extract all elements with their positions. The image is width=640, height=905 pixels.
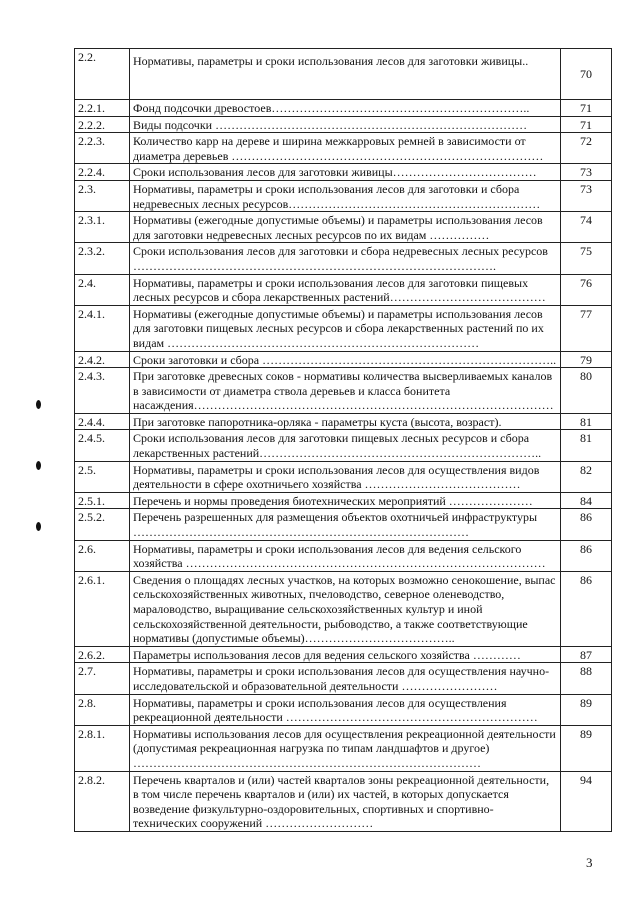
toc-section-number: 2.3.2. [75, 243, 130, 274]
toc-section-title: Нормативы, параметры и сроки использования лесов для заготовки пищевых лесных ресурсов и сбора лекарственных растений………………………………… [130, 274, 561, 305]
margin-bullet-mark [36, 522, 41, 531]
toc-section-title: Нормативы, параметры и сроки использования лесов для осуществления рекреационной деятельности ……………………………………………………… [130, 694, 561, 725]
toc-section-number: 2.4. [75, 274, 130, 305]
margin-bullet-mark [36, 400, 41, 409]
toc-row [75, 133, 612, 164]
toc-section-title: Сроки использования лесов для заготовки живицы……………………………… [130, 164, 561, 181]
toc-page-number: 79 [561, 351, 612, 368]
toc-row [75, 164, 612, 181]
toc-page-number: 94 [561, 771, 612, 831]
toc-row [75, 492, 612, 509]
margin-bullet-mark [36, 461, 41, 470]
toc-page-number: 77 [561, 305, 612, 351]
toc-page-number: 86 [561, 571, 612, 646]
toc-section-number: 2.8. [75, 694, 130, 725]
toc-row [75, 694, 612, 725]
toc-section-number: 2.3. [75, 180, 130, 211]
toc-row [75, 461, 612, 492]
toc-page-number: 81 [561, 430, 612, 461]
toc-section-number: 2.7. [75, 663, 130, 694]
toc-page-number: 84 [561, 492, 612, 509]
toc-page-number: 81 [561, 413, 612, 430]
toc-section-title: При заготовке древесных соков - нормативы количества высверливаемых каналов в зависимости от диаметра ствола деревьев и класса бонитета насаждения……………………………………………………………………………… [130, 368, 561, 414]
toc-section-number: 2.5.2. [75, 509, 130, 540]
toc-row [75, 540, 612, 571]
toc-row [75, 243, 612, 274]
toc-section-title: Сроки использования лесов для заготовки и сбора недревесных лесных ресурсов ………………………………………………………………………………. [130, 243, 561, 274]
toc-section-title: Нормативы, параметры и сроки использования лесов для заготовки живицы.. [130, 49, 561, 100]
toc-row [75, 663, 612, 694]
toc-section-number: 2.2. [75, 49, 130, 100]
toc-row [75, 180, 612, 211]
toc-section-number: 2.6.1. [75, 571, 130, 646]
page-number: 3 [586, 855, 593, 870]
toc-page-number: 73 [561, 164, 612, 181]
toc-row [75, 368, 612, 414]
toc-section-title: Сроки использования лесов для заготовки пищевых лесных ресурсов и сбора лекарственных растений…………………………………………………………….. [130, 430, 561, 461]
toc-section-number: 2.4.3. [75, 368, 130, 414]
toc-page-number: 75 [561, 243, 612, 274]
toc-section-number: 2.5.1. [75, 492, 130, 509]
toc-section-number: 2.4.1. [75, 305, 130, 351]
toc-page-number: 86 [561, 540, 612, 571]
toc-page-number: 73 [561, 180, 612, 211]
toc-page-number: 88 [561, 663, 612, 694]
toc-row [75, 571, 612, 646]
toc-section-title: Нормативы (ежегодные допустимые объемы) и параметры использования лесов для заготовки недревесных лесных ресурсов по их видам …………… [130, 212, 561, 243]
toc-section-number: 2.6. [75, 540, 130, 571]
toc-page-number: 86 [561, 509, 612, 540]
toc-section-title: Нормативы, параметры и сроки использования лесов для ведения сельского хозяйства ……………………………………………………………………………… [130, 540, 561, 571]
toc-row [75, 212, 612, 243]
toc-page-number: 82 [561, 461, 612, 492]
toc-page-number: 71 [561, 116, 612, 133]
toc-section-number: 2.2.2. [75, 116, 130, 133]
toc-section-title: Сведения о площадях лесных участков, на которых возможно сенокошение, выпас сельскохозяйственных животных, пчеловодство, северное оленеводство, мараловодство, выращивание сельскохозяйственных культур и иной сельскохозяйственной деятельности, рыбоводство, а также соответствующие нормативы (допустимые объемы)……………………………….. [130, 571, 561, 646]
toc-section-number: 2.8.2. [75, 771, 130, 831]
table-of-contents [74, 48, 612, 832]
toc-page-number: 70 [561, 49, 612, 100]
toc-section-number: 2.2.3. [75, 133, 130, 164]
toc-section-number: 2.3.1. [75, 212, 130, 243]
toc-section-title: Сроки заготовки и сбора ……………………………………………………………….. [130, 351, 561, 368]
toc-section-number: 2.6.2. [75, 646, 130, 663]
toc-page-number: 87 [561, 646, 612, 663]
toc-section-title: Нормативы, параметры и сроки использования лесов для заготовки и сбора недревесных лесных ресурсов……………………………………………………… [130, 180, 561, 211]
toc-section-title: Количество карр на дереве и ширина межкарровых ремней в зависимости от диаметра деревьев …………………………………………………………………… [130, 133, 561, 164]
toc-page-number: 72 [561, 133, 612, 164]
toc-row [75, 509, 612, 540]
toc-section-title: Перечень разрешенных для размещения объектов охотничьей инфраструктуры ………………………………………………………………………… [130, 509, 561, 540]
toc-section-number: 2.8.1. [75, 725, 130, 771]
toc-row [75, 274, 612, 305]
toc-row [75, 100, 612, 117]
toc-page-number: 80 [561, 368, 612, 414]
toc-row [75, 49, 612, 100]
toc-row [75, 351, 612, 368]
toc-section-title: Виды подсочки …………………………………………………………………… [130, 116, 561, 133]
toc-section-title: Нормативы (ежегодные допустимые объемы) и параметры использования лесов для заготовки пищевых лесных ресурсов и сбора лекарственных растений по их видам …………………………………………………………………… [130, 305, 561, 351]
toc-section-title: Перечень и нормы проведения биотехнических мероприятий ………………… [130, 492, 561, 509]
toc-section-title: Нормативы использования лесов для осуществления рекреационной деятельности (допустимая рекреационная нагрузка по типам ландшафтов и другое) …………………………………………………………………………… [130, 725, 561, 771]
toc-section-number: 2.4.5. [75, 430, 130, 461]
toc-section-number: 2.2.4. [75, 164, 130, 181]
toc-section-title: Фонд подсочки древостоев……………………………………………………….. [130, 100, 561, 117]
toc-section-title: При заготовке папоротника-орляка - параметры куста (высота, возраст). [130, 413, 561, 430]
toc-page-number: 74 [561, 212, 612, 243]
toc-page-number: 71 [561, 100, 612, 117]
toc-row [75, 771, 612, 831]
toc-section-title: Параметры использования лесов для ведения сельского хозяйства ………… [130, 646, 561, 663]
toc-section-number: 2.4.2. [75, 351, 130, 368]
toc-section-number: 2.2.1. [75, 100, 130, 117]
toc-row [75, 413, 612, 430]
toc-section-title: Нормативы, параметры и сроки использования лесов для осуществления видов деятельности в сфере охотничьего хозяйства ………………………………… [130, 461, 561, 492]
toc-section-title: Перечень кварталов и (или) частей кварталов зоны рекреационной деятельности, в том числе перечень кварталов и (или) их частей, в которых допускается возведение физкультурно-оздоровительных, спортивных и спортивно-технических сооружений ……………………… [130, 771, 561, 831]
toc-section-number: 2.5. [75, 461, 130, 492]
toc-row [75, 430, 612, 461]
toc-section-title: Нормативы, параметры и сроки использования лесов для осуществления научно-исследовательской и образовательной деятельности …………………… [130, 663, 561, 694]
toc-row [75, 116, 612, 133]
toc-row [75, 725, 612, 771]
toc-section-number: 2.4.4. [75, 413, 130, 430]
toc-row [75, 646, 612, 663]
toc-page-number: 76 [561, 274, 612, 305]
toc-row [75, 305, 612, 351]
toc-page-number: 89 [561, 725, 612, 771]
toc-page-number: 89 [561, 694, 612, 725]
